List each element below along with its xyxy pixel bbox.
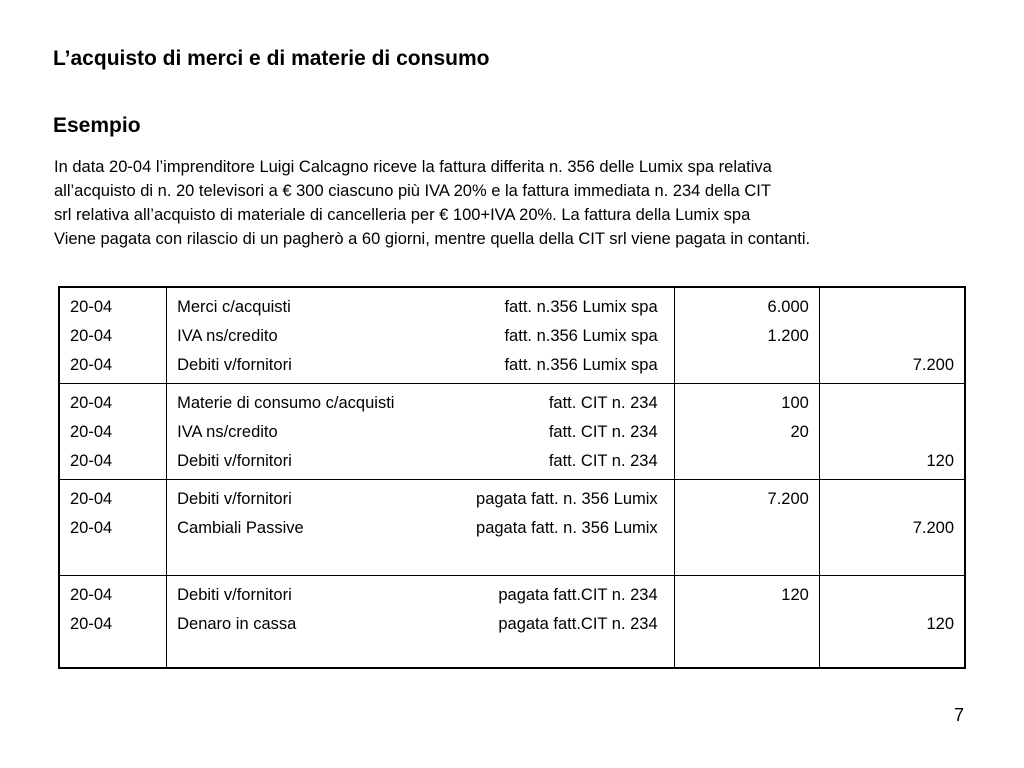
description-line: [177, 485, 664, 514]
entry-note: fatt. n.356 Lumix spa: [504, 327, 658, 345]
dare-cell: [674, 384, 819, 480]
entry-note: fatt. n.356 Lumix spa: [504, 356, 658, 374]
date-cell: [59, 287, 167, 384]
dare-value: [685, 610, 809, 639]
journal-table: [58, 286, 966, 669]
date-value: 20-04: [70, 490, 113, 508]
account-name: Denaro in cassa: [177, 615, 297, 633]
date-value: 20-04: [70, 327, 113, 345]
avere-value: 120: [926, 452, 954, 470]
account-name: Debiti v/fornitori: [177, 356, 292, 374]
entry-note: pagata fatt. n. 356 Lumix: [476, 519, 658, 537]
dare-value: 6.000: [767, 298, 809, 316]
avere-value: [830, 485, 954, 514]
description-cell: [167, 480, 675, 576]
dare-value: 100: [781, 394, 809, 412]
avere-cell: [819, 480, 965, 576]
dare-cell: [674, 287, 819, 384]
entry-note: fatt. CIT n. 234: [548, 423, 658, 441]
journal-entry: [59, 384, 965, 480]
intro-line: Viene pagata con rilascio di un pagherò a 60 giorni, mentre quella della CIT srl viene pagata in contanti.: [54, 230, 811, 248]
description-line: [177, 389, 664, 418]
page-number: 7: [953, 705, 964, 725]
dare-cell: [674, 480, 819, 576]
entry-note: pagata fatt.CIT n. 234: [498, 586, 658, 604]
account-name: IVA ns/credito: [177, 327, 278, 345]
dare-value: 1.200: [767, 327, 809, 345]
account-name: Merci c/acquisti: [177, 298, 291, 316]
date-value: 20-04: [70, 586, 113, 604]
entry-note: pagata fatt.CIT n. 234: [498, 615, 658, 633]
intro-paragraph: [54, 155, 984, 251]
date-value: 20-04: [70, 298, 113, 316]
avere-cell: [819, 287, 965, 384]
date-value: 20-04: [70, 394, 113, 412]
entry-note: fatt. n.356 Lumix spa: [504, 298, 658, 316]
section-subtitle: Esempio: [53, 114, 141, 137]
avere-value: [830, 293, 954, 322]
avere-value: 7.200: [912, 519, 954, 537]
page-title: L’acquisto di merci e di materie di consumo: [53, 47, 490, 70]
description-cell: [167, 576, 675, 669]
dare-value: 20: [790, 423, 809, 441]
account-name: Debiti v/fornitori: [177, 490, 292, 508]
date-value: 20-04: [70, 519, 113, 537]
intro-line: In data 20-04 l’imprenditore Luigi Calcagno riceve la fattura differita n. 356 delle Lumix spa relativa: [54, 158, 772, 176]
dare-value: [685, 351, 809, 380]
description-line: [177, 351, 664, 380]
dare-value: [685, 514, 809, 543]
description-cell: [167, 287, 675, 384]
journal-entry: [59, 287, 965, 384]
dare-value: 7.200: [767, 490, 809, 508]
description-line: [177, 581, 664, 610]
avere-cell: [819, 576, 965, 669]
entry-note: pagata fatt. n. 356 Lumix: [476, 490, 658, 508]
account-name: Debiti v/fornitori: [177, 586, 292, 604]
entry-note: fatt. CIT n. 234: [548, 394, 658, 412]
avere-value: [830, 389, 954, 418]
avere-value: [830, 418, 954, 447]
date-value: 20-04: [70, 356, 113, 374]
intro-line: all’acquisto di n. 20 televisori a € 300 ciascuno più IVA 20% e la fattura immediata n. 234 della CIT: [54, 182, 771, 200]
account-name: Debiti v/fornitori: [177, 452, 292, 470]
description-line: [177, 293, 664, 322]
date-value: 20-04: [70, 423, 113, 441]
description-line: [177, 447, 664, 476]
date-cell: [59, 384, 167, 480]
entry-note: fatt. CIT n. 234: [548, 452, 658, 470]
avere-value: 120: [926, 615, 954, 633]
dare-value: [685, 447, 809, 476]
description-line: [177, 322, 664, 351]
dare-cell: [674, 576, 819, 669]
avere-cell: [819, 384, 965, 480]
journal-body: [59, 287, 965, 668]
avere-value: 7.200: [912, 356, 954, 374]
journal-entry: [59, 576, 965, 669]
avere-value: [830, 322, 954, 351]
description-line: [177, 610, 664, 639]
intro-line: srl relativa all’acquisto di materiale di cancelleria per € 100+IVA 20%. La fattura della Lumix spa: [54, 206, 751, 224]
date-cell: [59, 480, 167, 576]
description-line: [177, 514, 664, 543]
description-line: [177, 418, 664, 447]
date-cell: [59, 576, 167, 669]
avere-value: [830, 581, 954, 610]
date-value: 20-04: [70, 615, 113, 633]
date-value: 20-04: [70, 452, 113, 470]
account-name: Cambiali Passive: [177, 519, 304, 537]
description-cell: [167, 384, 675, 480]
journal-entry: [59, 480, 965, 576]
dare-value: 120: [781, 586, 809, 604]
account-name: IVA ns/credito: [177, 423, 278, 441]
account-name: Materie di consumo c/acquisti: [177, 394, 395, 412]
